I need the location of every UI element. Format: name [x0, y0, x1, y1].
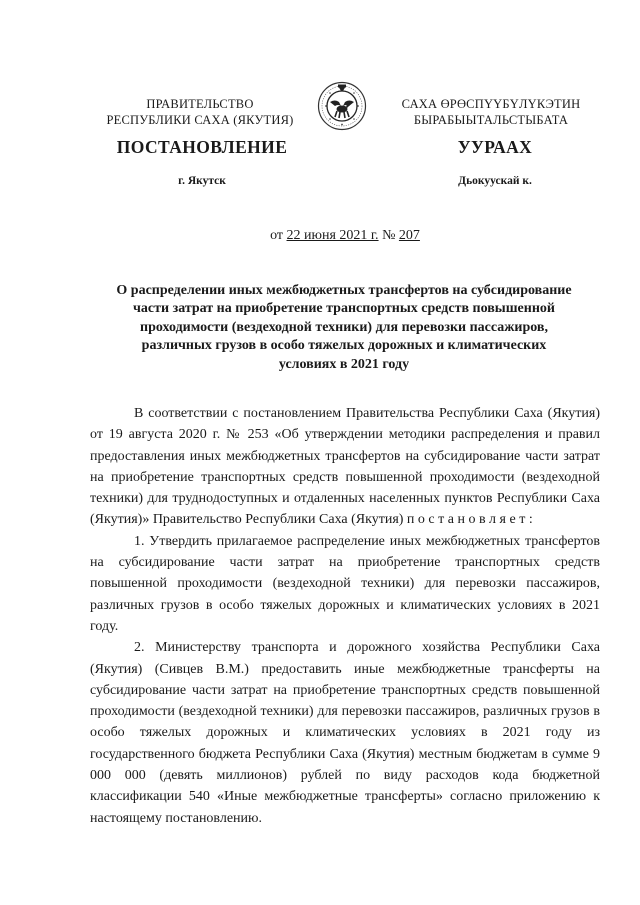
- document-date-line: [0, 228, 640, 244]
- city-russian: г. Якутск: [178, 175, 226, 187]
- coat-of-arms-emblem-icon: [317, 80, 367, 132]
- clause-2-paragraph: 2. Министерству транспорта и дорожного хозяйства Республики Саха (Якутия) (Сивцев В.М.) предоставить иные межбюджетные трансферты на субсидирование части затрат на приобретение транспортных средств повышенной проходимости (вездеходной техники) для перевозки пассажиров, различных грузов в особо тяжелых дорожных и климатических условиях в 2021 году из государственного бюджета Республики Саха (Якутия) местным бюджетам в сумме 9 000 000 (девять миллионов) рублей по виду расходов кода бюджетной классификации 540 «Иные межбюджетные трансферты» согласно приложению к настоящему постановлению.: [90, 640, 600, 826]
- org-name-russian-line-1: ПРАВИТЕЛЬСТВО: [146, 97, 254, 111]
- title-line-1: О распределении иных межбюджетных трансфертов на субсидирование: [116, 283, 572, 298]
- title-line-5: условиях в 2021 году: [278, 356, 410, 372]
- number-sign: №: [378, 228, 399, 243]
- org-name-yakut-line-2: БЫРАБЫЫТАЛЬСТЫБАТА: [413, 113, 569, 127]
- doc-type-yakut: УУРААХ: [457, 137, 533, 157]
- preamble-paragraph: В соответствии с постановлением Правительства Республики Саха (Якутия) от 19 августа 2020 г. № 253 «Об утверждении методики распределения и правил предоставления иных межбюджетных трансфертов на субсидирование части затрат на приобретение транспортных средств повышенной проходимости (вездеходной техники) для труднодоступных и отдаленных населенных пунктов Республики Саха (Якутия)» Правительство Республики Саха (Якутия) п о с т а н о в л я е т :: [90, 406, 600, 528]
- date-prefix: от: [270, 228, 287, 243]
- document-title: [88, 282, 600, 374]
- org-name-yakut: [382, 96, 600, 128]
- title-line-3: проходимости (вездеходной техники) для перевозки пассажиров,: [140, 319, 548, 335]
- document-number: 207: [398, 228, 420, 243]
- document-body: [90, 403, 600, 829]
- document-date: 22 июня 2021 г.: [286, 228, 379, 243]
- clause-1-paragraph: 1. Утвердить прилагаемое распределение иных межбюджетных трансфертов на субсидирование части затрат на приобретение транспортных средств повышенной проходимости (вездеходной техники) для перевозки пассажиров, различных грузов в особо тяжелых дорожных и климатических условиях в 2021 году.: [90, 533, 600, 634]
- title-line-2: части затрат на приобретение транспортных средств повышенной: [133, 301, 555, 317]
- city-yakut: Дьокуускай к.: [458, 175, 532, 187]
- doc-type-russian: ПОСТАНОВЛЕНИЕ: [116, 137, 288, 157]
- org-name-russian-line-2: РЕСПУБЛИКИ САХА (ЯКУТИЯ): [106, 113, 294, 127]
- title-line-4: различных грузов в особо тяжелых дорожных и климатических: [141, 338, 547, 354]
- org-name-yakut-line-1: САХА ӨРӨСПҮҮБҮЛҮКЭТИН: [401, 97, 581, 111]
- org-name-russian: [100, 96, 300, 128]
